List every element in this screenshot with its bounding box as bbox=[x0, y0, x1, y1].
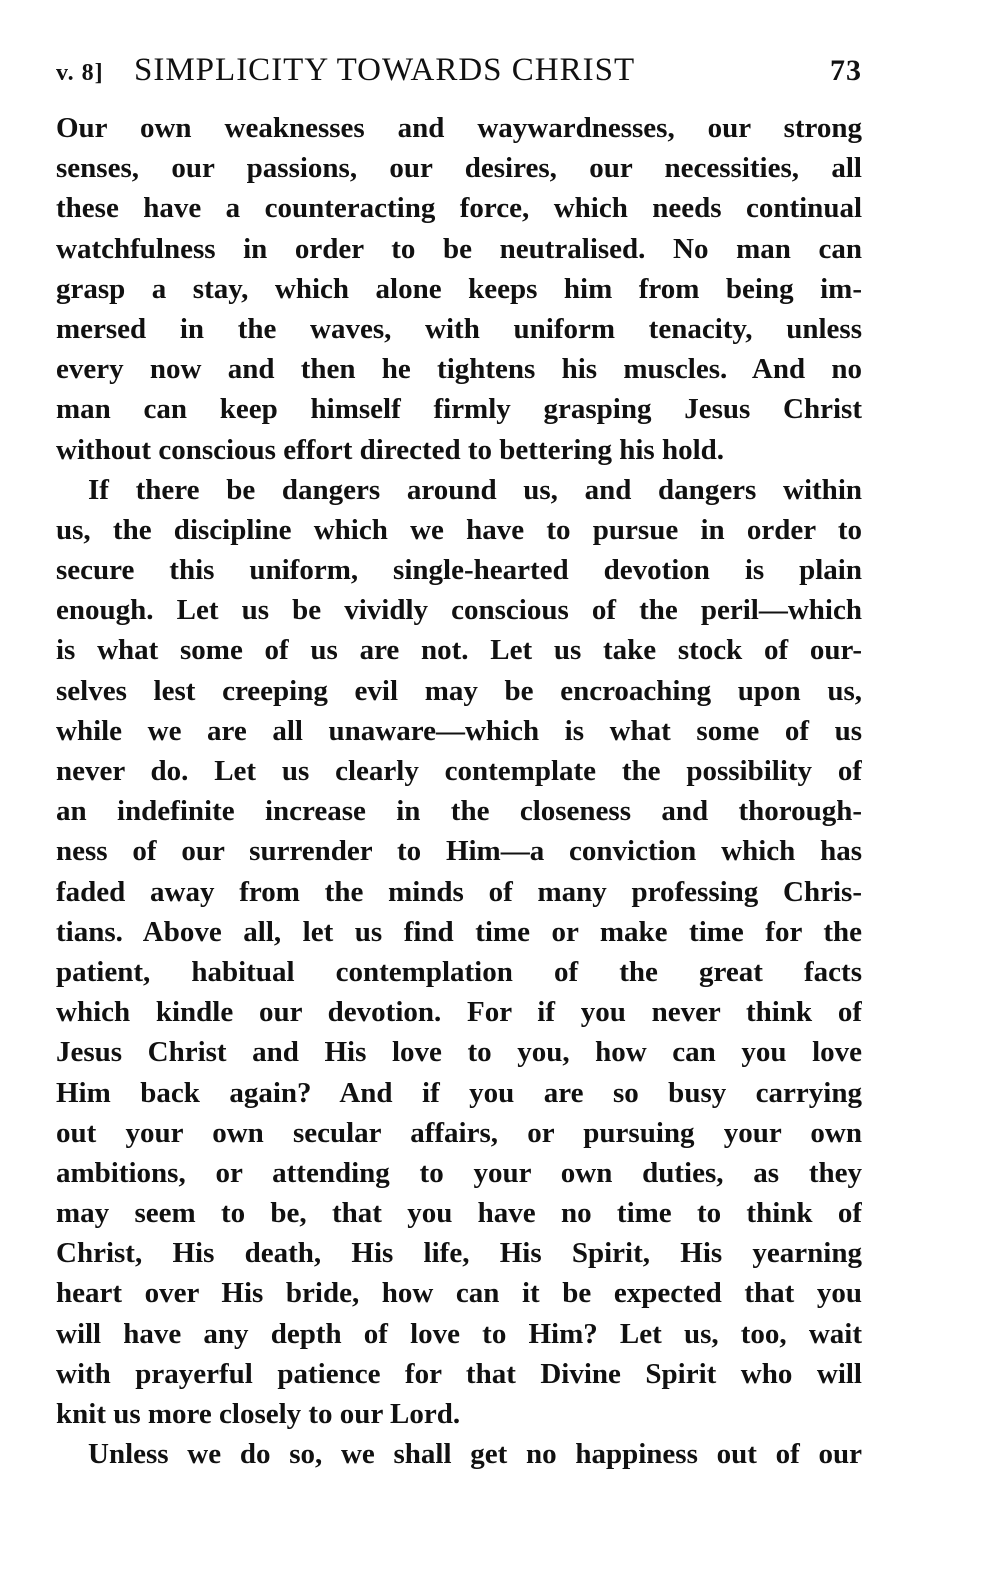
paragraph-2 bbox=[56, 470, 862, 1435]
verse-reference: v. 8] bbox=[56, 60, 104, 86]
paragraph-3 bbox=[56, 1434, 862, 1474]
text-line: mersed in the waves, with uniform tenacity, unless bbox=[56, 312, 862, 345]
text-line: may seem to be, that you have no time to think of bbox=[56, 1197, 862, 1230]
text-line: without conscious effort directed to bettering his hold. bbox=[56, 433, 725, 466]
text-line: selves lest creeping evil may be encroaching upon us, bbox=[56, 674, 862, 707]
text-line: Unless we do so, we shall get no happiness out of our bbox=[88, 1438, 862, 1471]
book-page bbox=[56, 52, 862, 1552]
text-line: grasp a stay, which alone keeps him from being im- bbox=[56, 272, 862, 305]
text-line: secure this uniform, single-hearted devotion is plain bbox=[56, 554, 862, 587]
text-line: will have any depth of love to Him? Let us, too, wait bbox=[56, 1317, 862, 1350]
text-line: senses, our passions, our desires, our necessities, all bbox=[56, 152, 862, 185]
text-line: Christ, His death, His life, His Spirit, His yearning bbox=[56, 1237, 862, 1270]
text-line: man can keep himself firmly grasping Jesus Christ bbox=[56, 393, 862, 426]
text-line: tians. Above all, let us find time or make time for the bbox=[56, 915, 862, 948]
running-title: SIMPLICITY TOWARDS CHRIST bbox=[134, 52, 636, 88]
text-line: ness of our surrender to Him—a conviction which has bbox=[56, 835, 862, 868]
text-line: ambitions, or attending to your own duties, as they bbox=[56, 1156, 862, 1189]
text-line: Our own weaknesses and waywardnesses, our strong bbox=[56, 112, 862, 144]
paragraph-1 bbox=[56, 108, 862, 470]
text-line: us, the discipline which we have to pursue in order to bbox=[56, 513, 862, 546]
text-line: while we are all unaware—which is what some of us bbox=[56, 714, 862, 747]
text-line: heart over His bride, how can it be expected that you bbox=[56, 1277, 862, 1310]
text-line: Jesus Christ and His love to you, how can you love bbox=[56, 1036, 862, 1069]
text-line: an indefinite increase in the closeness and thorough- bbox=[56, 795, 862, 828]
text-line: If there be dangers around us, and dangers within bbox=[88, 473, 862, 506]
text-line: faded away from the minds of many professing Chris- bbox=[56, 875, 862, 908]
text-line: never do. Let us clearly contemplate the possibility of bbox=[56, 755, 862, 787]
page-number: 73 bbox=[830, 54, 862, 87]
text-line: patient, habitual contemplation of the great facts bbox=[56, 955, 862, 988]
running-head bbox=[56, 52, 862, 108]
text-line: knit us more closely to our Lord. bbox=[56, 1398, 461, 1430]
text-line: with prayerful patience for that Divine Spirit who will bbox=[56, 1357, 862, 1390]
text-line: is what some of us are not. Let us take stock of our- bbox=[56, 634, 862, 667]
text-line: Him back again? And if you are so busy carrying bbox=[56, 1076, 862, 1109]
text-line: these have a counteracting force, which needs continual bbox=[56, 192, 862, 225]
text-line: enough. Let us be vividly conscious of the peril—which bbox=[56, 594, 862, 627]
text-line: watchfulness in order to be neutralised. No man can bbox=[56, 232, 862, 265]
text-line: which kindle our devotion. For if you never think of bbox=[56, 996, 862, 1029]
text-line: every now and then he tightens his muscles. And no bbox=[56, 353, 862, 386]
text-line: out your own secular affairs, or pursuing your own bbox=[56, 1116, 862, 1149]
